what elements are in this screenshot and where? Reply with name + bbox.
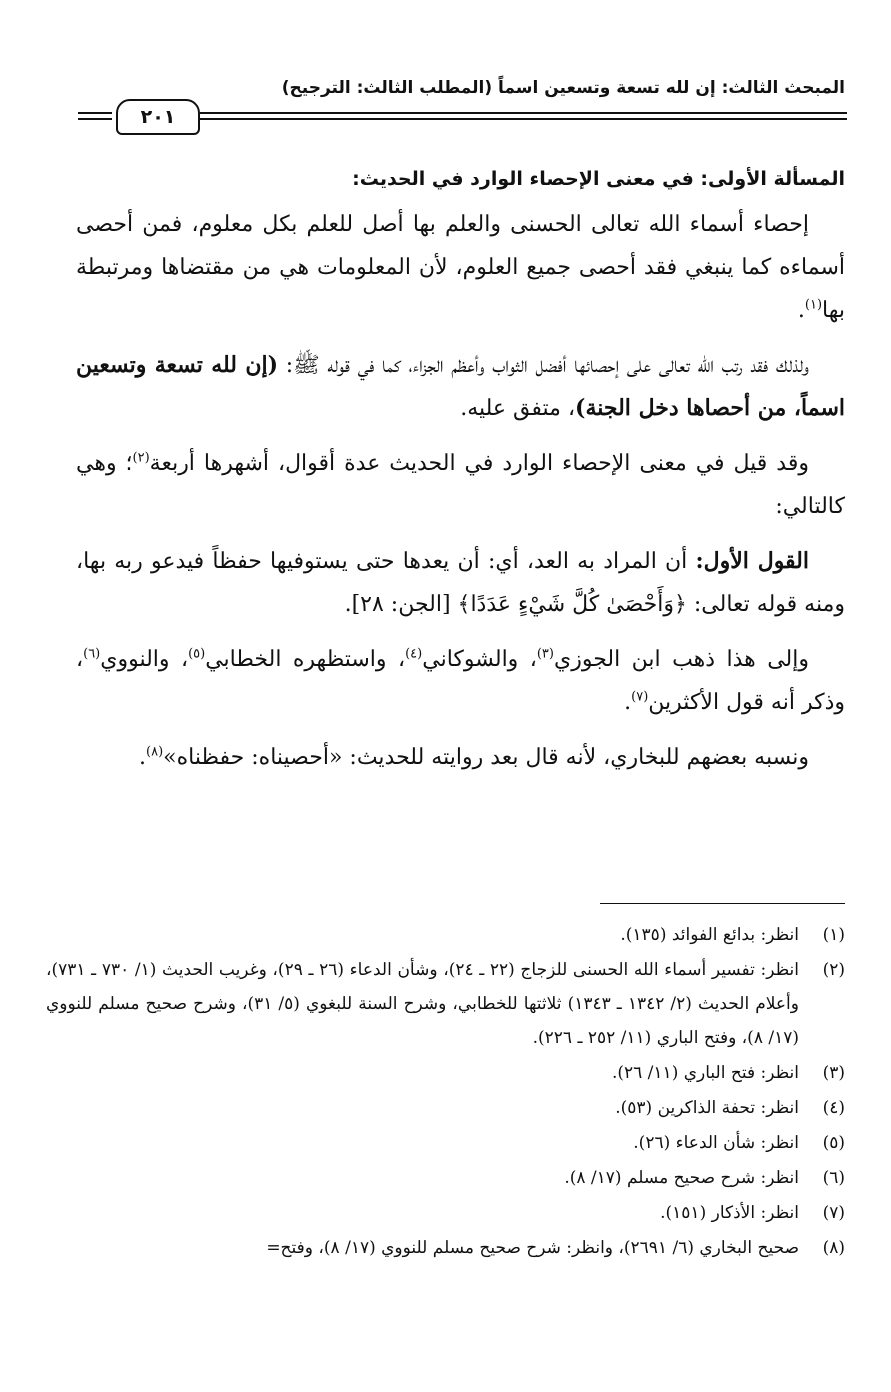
footnote-number: (٤) bbox=[822, 1098, 845, 1118]
paragraph-3 bbox=[76, 442, 845, 528]
paragraph-5-part-e: ، وذكر أنه قول الأكثرين bbox=[76, 647, 845, 715]
paragraph-4 bbox=[76, 540, 845, 626]
paragraph-1-end: . bbox=[797, 298, 805, 323]
footnote-number: (١) bbox=[822, 925, 845, 945]
footnote-text: انظر: فتح الباري (١١/ ٢٦). bbox=[611, 1063, 799, 1083]
footnote-text: انظر: تحفة الذاكرين (٥٣). bbox=[615, 1098, 799, 1118]
footnote-ref-1[interactable]: (١) bbox=[804, 297, 823, 313]
paragraph-5-end: . bbox=[624, 690, 632, 715]
paragraph-5-part-b: ، والشوكاني bbox=[422, 647, 537, 672]
paragraph-2 bbox=[76, 344, 845, 430]
hadith-quote: (إن لله تسعة وتسعين اسماً، من أحصاها دخل الجنة) bbox=[76, 352, 845, 421]
footnote-4 bbox=[46, 1091, 845, 1125]
paragraph-6 bbox=[76, 736, 845, 779]
footnotes bbox=[46, 918, 845, 1266]
paragraph-1 bbox=[76, 203, 845, 332]
footnote-text: انظر: تفسير أسماء الله الحسنى للزجاج (٢٢ ـ ٢٤)، وشأن الدعاء (٢٦ ـ ٢٩)، وغريب الحديث (١/ ٧٣٠ ـ ٧٣١)، وأعلام الحديث (٢/ ١٣٤٢ ـ ١٣٤٣) ثلاثتها للخطابي، وشرح السنة للبغوي (٥/ ٣١)، وشرح صحيح مسلم للنووي (١٧/ ٨)، وفتح الباري (١١/ ٢٥٢ ـ ٢٢٦). bbox=[46, 960, 799, 1048]
footnote-6 bbox=[46, 1161, 845, 1195]
header-rule-bottom bbox=[200, 118, 847, 120]
footnote-number: (٥) bbox=[822, 1133, 845, 1153]
paragraph-4-text: أن المراد به العد، أي: أن يعدها حتى يستوفيها حفظاً فيدعو ربه بها، ومنه قوله تعالى: ﴿وَأَحْصَىٰ كُلَّ شَيْءٍ عَدَدًا﴾ [الجن: ٢٨]. bbox=[76, 549, 845, 617]
footnote-ref-3[interactable]: (٣) bbox=[536, 646, 554, 662]
paragraph-3-text: وقد قيل في معنى الإحصاء الوارد في الحديث عدة أقوال، أشهرها أربعة bbox=[149, 451, 809, 476]
paragraph-6-text: ونسبه بعضهم للبخاري، لأنه قال بعد روايته للحديث: «أحصيناه: حفظناه» bbox=[163, 745, 809, 770]
footnote-1 bbox=[46, 918, 845, 952]
main-text bbox=[76, 158, 845, 791]
footnote-number: (٨) bbox=[822, 1238, 845, 1258]
footnote-ref-8[interactable]: (٨) bbox=[146, 744, 164, 760]
section-heading: المسألة الأولى: في معنى الإحصاء الوارد في الحديث: bbox=[352, 168, 845, 190]
page-number-badge: ٢٠١ bbox=[116, 99, 200, 135]
first-opinion-label: القول الأول: bbox=[695, 548, 810, 574]
footnote-2 bbox=[46, 953, 845, 1055]
footnote-ref-6[interactable]: (٦) bbox=[83, 646, 101, 662]
footnote-text: انظر: بدائع الفوائد (١٣٥). bbox=[620, 925, 799, 945]
footnote-number: (٣) bbox=[822, 1063, 845, 1083]
footnote-text: انظر: شأن الدعاء (٢٦). bbox=[633, 1133, 799, 1153]
footnote-number: (٦) bbox=[822, 1168, 845, 1188]
footnote-number: (٢) bbox=[822, 960, 845, 980]
footnote-ref-7[interactable]: (٧) bbox=[631, 689, 649, 705]
paragraph-2-end: ، متفق عليه. bbox=[460, 396, 576, 421]
header-rule-top bbox=[200, 112, 847, 114]
paragraph-5-part-c: ، واستظهره الخطابي bbox=[205, 647, 406, 672]
paragraph-5-part-d: ، والنووي bbox=[100, 647, 189, 672]
paragraph-6-end: . bbox=[139, 745, 147, 770]
paragraph-2-text: ولذلك فقد رتب الله تعالى على إحصائها أفضل الثواب وأعظم الجزاء، كما في قوله ﷺ: bbox=[278, 353, 809, 378]
footnote-ref-4[interactable]: (٤) bbox=[405, 646, 423, 662]
footnote-5 bbox=[46, 1126, 845, 1160]
header-rule-short-bottom bbox=[78, 118, 112, 120]
footnote-8 bbox=[46, 1231, 845, 1265]
paragraph-3-end: ؛ وهي كالتالي: bbox=[76, 451, 845, 519]
footnote-7 bbox=[46, 1196, 845, 1230]
footnote-ref-5[interactable]: (٥) bbox=[188, 646, 206, 662]
footnote-separator bbox=[600, 903, 845, 904]
footnote-3 bbox=[46, 1056, 845, 1090]
footnote-text: انظر: شرح صحيح مسلم (١٧/ ٨). bbox=[564, 1168, 799, 1188]
paragraph-1-text: إحصاء أسماء الله تعالى الحسنى والعلم بها أصل للعلم بكل معلوم، فمن أحصى أسماءه كما ينبغي فقد أحصى جميع العلوم، لأن المعلومات هي من مقتضاها ومرتبطة بها bbox=[76, 212, 845, 323]
footnote-text: صحيح البخاري (٦/ ٢٦٩١)، وانظر: شرح صحيح مسلم للنووي (١٧/ ٨)، وفتح= bbox=[266, 1238, 799, 1258]
header-rule-short-top bbox=[78, 112, 112, 114]
footnote-text: انظر: الأذكار (١٥١). bbox=[660, 1203, 799, 1223]
running-header-title: المبحث الثالث: إن لله تسعة وتسعين اسماً (المطلب الثالث: الترجيح) bbox=[281, 78, 845, 98]
paragraph-5-part-a: وإلى هذا ذهب ابن الجوزي bbox=[553, 647, 809, 672]
footnote-ref-2[interactable]: (٢) bbox=[132, 450, 150, 466]
footnote-number: (٧) bbox=[822, 1203, 845, 1223]
paragraph-5 bbox=[76, 638, 845, 724]
